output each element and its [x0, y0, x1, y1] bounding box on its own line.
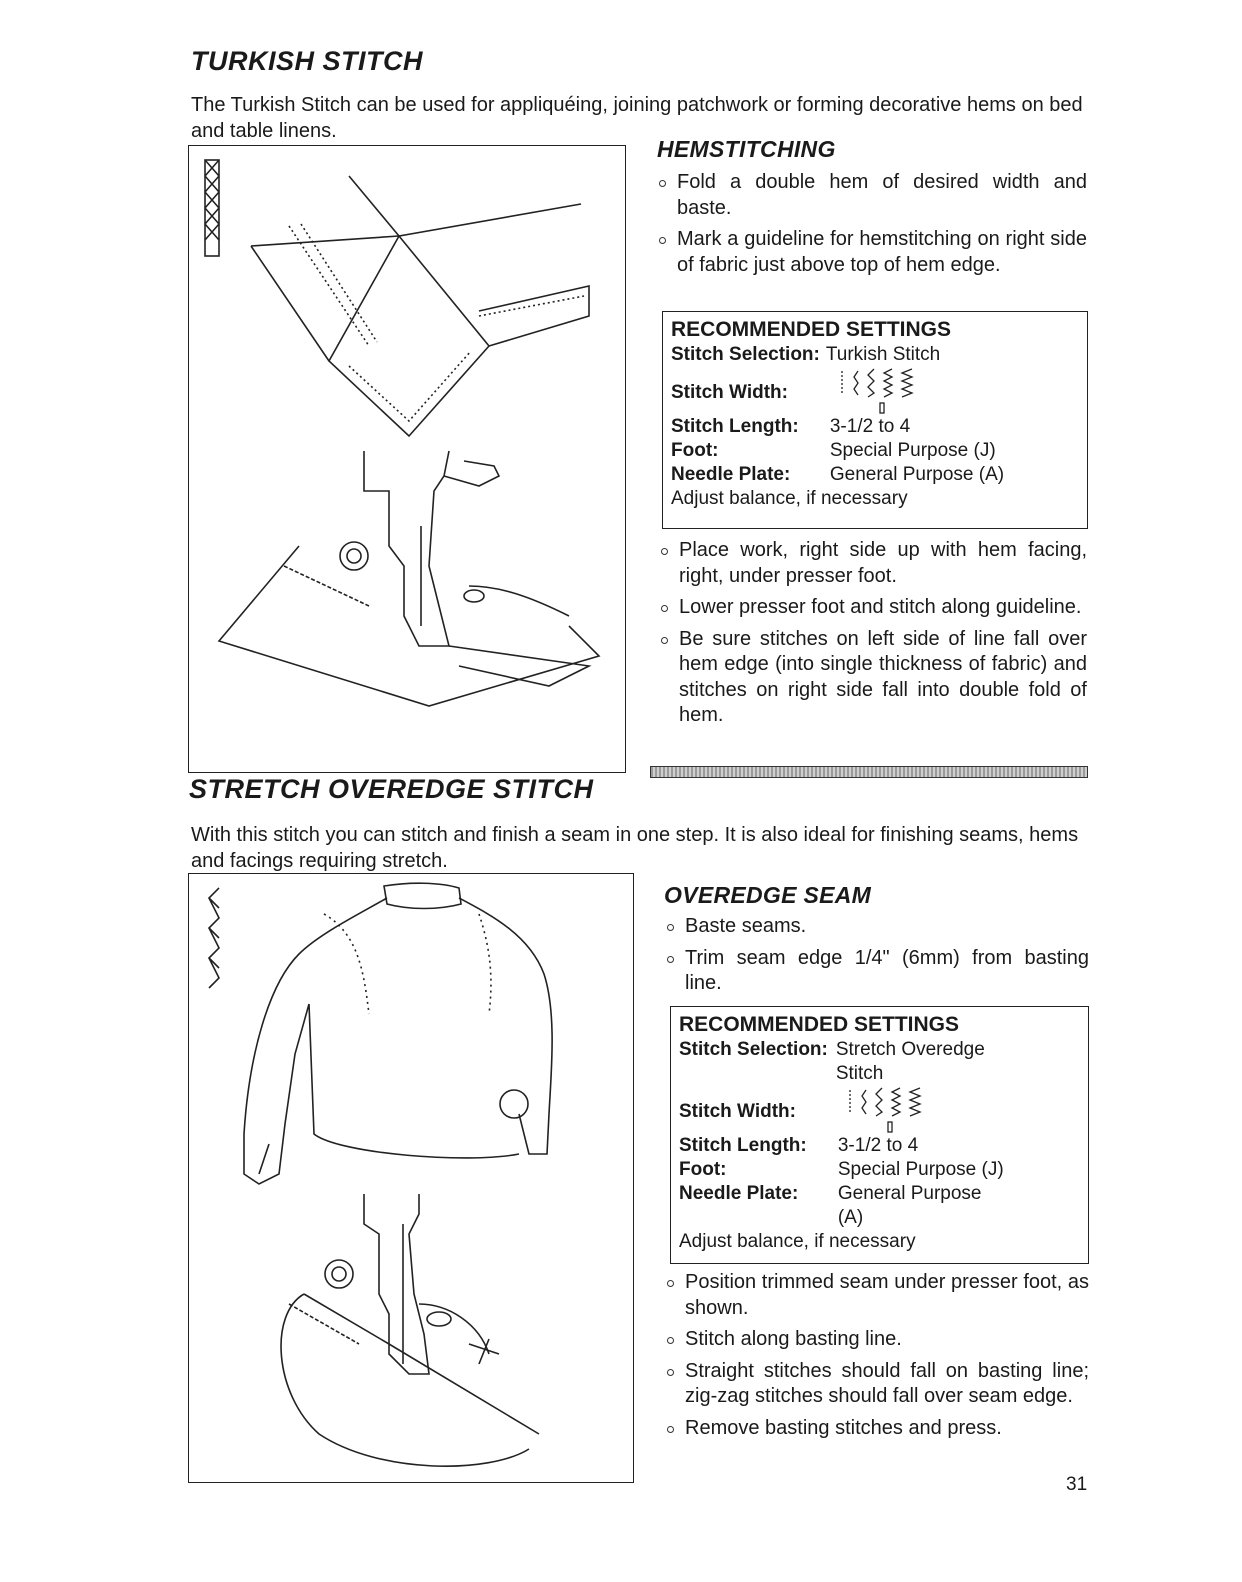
list-item: Remove basting stitches and press.	[663, 1416, 1089, 1442]
foot-value: Special Purpose (J)	[829, 440, 996, 461]
overedge-steps-before	[663, 914, 1089, 1003]
list-item: Fold a double hem of desired width and baste.	[655, 170, 1087, 221]
stitch-selection-value: Stretch Overedge Stitch	[835, 1039, 985, 1084]
hemstitching-steps-before	[655, 170, 1087, 284]
needle-plate-label: Needle Plate:	[679, 1183, 799, 1204]
turkish-stitch-intro: The Turkish Stitch can be used for appliquéing, joining patchwork or forming decorative hems on bed and table linens.	[191, 94, 1083, 142]
settings-title: RECOMMENDED SETTINGS	[679, 1013, 960, 1036]
stretch-overedge-illustration	[188, 873, 634, 1483]
stitch-selection-label: Stitch Selection:	[671, 344, 820, 365]
needle-plate-value: General Purpose (A)	[837, 1183, 982, 1228]
list-item: Mark a guideline for hemstitching on right side of fabric just above top of hem edge.	[655, 227, 1087, 278]
turkish-stitch-illustration	[188, 145, 626, 773]
stretch-overedge-intro: With this stitch you can stitch and finish a seam in one step. It is also ideal for finishing seams, hems and facings requiring stretch.	[191, 824, 1079, 872]
overedge-drawing	[189, 874, 633, 1482]
list-item: Stitch along basting line.	[663, 1327, 1089, 1353]
settings-title: RECOMMENDED SETTINGS	[671, 318, 952, 341]
hemstitching-settings-box	[662, 311, 1088, 529]
list-item: Position trimmed seam under presser foot, as shown.	[663, 1270, 1089, 1321]
stretch-overedge-title: STRETCH OVEREDGE STITCH	[189, 774, 594, 804]
list-item: Lower presser foot and stitch along guideline.	[657, 595, 1087, 621]
stitch-length-label: Stitch Length:	[679, 1135, 807, 1156]
overedge-settings-box	[670, 1006, 1089, 1264]
list-item: Be sure stitches on left side of line fall over hem edge (into single thickness of fabric) and stitches on right side fall into double fold of hem.	[657, 627, 1087, 729]
list-item: Trim seam edge 1/4" (6mm) from basting line.	[663, 946, 1089, 997]
turkish-stitch-title: TURKISH STITCH	[191, 46, 423, 76]
stitch-selection-value: Turkish Stitch	[825, 344, 941, 365]
overedge-steps-after	[663, 1270, 1089, 1447]
list-item: Baste seams.	[663, 914, 1089, 940]
section-divider	[650, 766, 1088, 778]
stitch-width-label: Stitch Width:	[671, 382, 788, 403]
list-item: Straight stitches should fall on basting line; zig-zag stitches should fall over seam edge.	[663, 1359, 1089, 1410]
page-number: 31	[1066, 1474, 1088, 1495]
settings-note: Adjust balance, if necessary	[679, 1231, 916, 1252]
stitch-width-label: Stitch Width:	[679, 1101, 796, 1122]
settings-table	[671, 343, 1004, 487]
list-item: Place work, right side up with hem facing, right, under presser foot.	[657, 538, 1087, 589]
needle-plate-value: General Purpose (A)	[829, 464, 1005, 485]
settings-note: Adjust balance, if necessary	[671, 488, 908, 509]
hemstitch-drawing	[189, 146, 625, 772]
overedge-seam-title: OVEREDGE SEAM	[664, 882, 872, 908]
hemstitching-steps-after	[657, 538, 1087, 735]
stitch-width-scale-icon	[838, 1086, 948, 1134]
foot-label: Foot:	[671, 440, 719, 461]
stitch-length-value: 3-1/2 to 4	[837, 1135, 919, 1156]
stitch-length-label: Stitch Length:	[671, 416, 799, 437]
foot-value: Special Purpose (J)	[837, 1159, 1004, 1180]
hemstitching-title: HEMSTITCHING	[657, 136, 836, 162]
stitch-length-value: 3-1/2 to 4	[829, 416, 911, 437]
needle-plate-label: Needle Plate:	[671, 464, 791, 485]
settings-table	[679, 1038, 1006, 1230]
turkish-stitch-symbol-icon	[205, 160, 219, 256]
stitch-width-scale-icon	[830, 367, 940, 415]
stitch-selection-label: Stitch Selection:	[679, 1039, 828, 1060]
foot-label: Foot:	[679, 1159, 727, 1180]
stretch-overedge-symbol-icon	[209, 888, 219, 988]
